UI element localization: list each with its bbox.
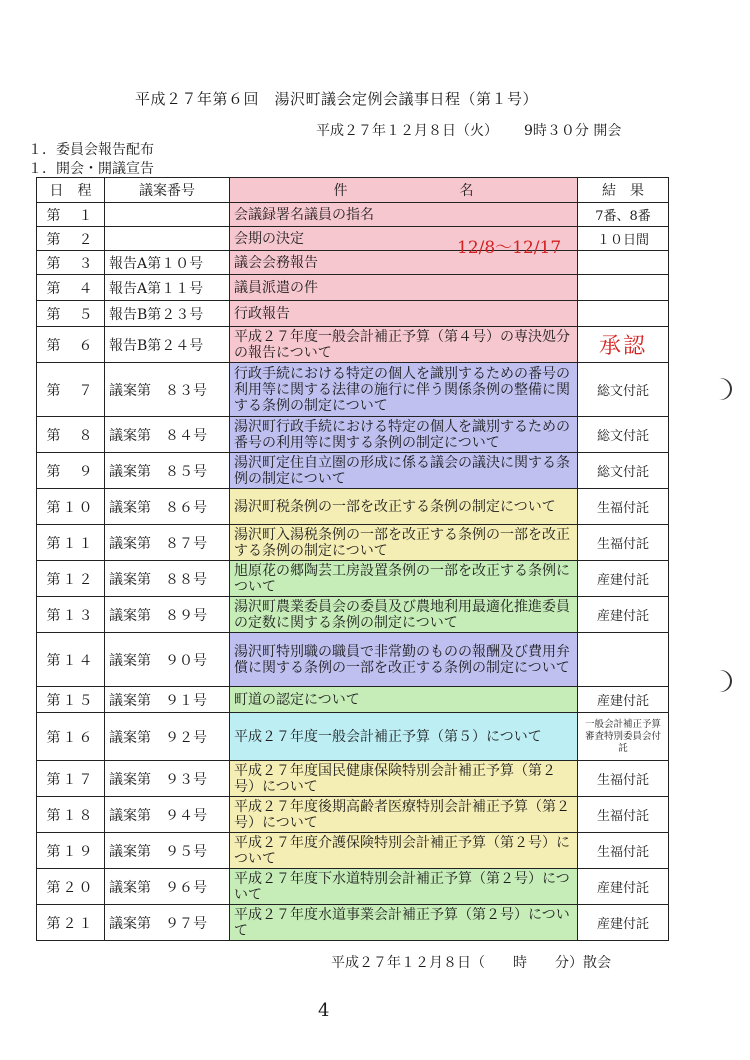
row-number: 議案第 ９５号 — [105, 833, 230, 869]
table-row — [37, 633, 669, 687]
row-number: 議案第 ８８号 — [105, 561, 230, 597]
row-number — [105, 203, 230, 227]
row-name: 行政手続における特定の個人を識別するための番号の利用等に関する法律の施行に伴う関係条例の整備に関する条例の制定について — [230, 363, 578, 417]
row-result: 産建付託 — [578, 597, 669, 633]
row-day: 第２０ — [37, 869, 105, 905]
row-number — [105, 227, 230, 251]
row-name: 湯沢町入湯税条例の一部を改正する条例の一部を改正する条例の制定について — [230, 525, 578, 561]
table-row — [37, 869, 669, 905]
row-name: 湯沢町特別職の職員で非常勤のものの報酬及び費用弁償に関する条例の一部を改正する条例の制定について — [230, 633, 578, 687]
row-result — [578, 301, 669, 327]
row-day: 第１１ — [37, 525, 105, 561]
row-name: 平成２７年度一般会計補正予算（第５）について — [230, 713, 578, 761]
row-result: 生福付託 — [578, 797, 669, 833]
row-day: 第１３ — [37, 597, 105, 633]
punch-hole-decoration — [710, 670, 732, 692]
row-day: 第１６ — [37, 713, 105, 761]
row-result: 産建付託 — [578, 869, 669, 905]
row-number: 議案第 ８４号 — [105, 417, 230, 453]
table-row — [37, 363, 669, 417]
table-row — [37, 489, 669, 525]
header-number: 議案番号 — [105, 178, 230, 203]
row-day: 第 ３ — [37, 251, 105, 275]
row-name: 議会会務報告 — [230, 251, 578, 275]
row-number: 議案第 ８６号 — [105, 489, 230, 525]
row-number: 報告B第２４号 — [105, 327, 230, 363]
table-row — [37, 327, 669, 363]
header-result: 結 果 — [578, 178, 669, 203]
row-number: 報告A第１１号 — [105, 275, 230, 301]
table-row — [37, 687, 669, 713]
row-name: 湯沢町行政手続における特定の個人を識別するための番号の利用等に関する条例の制定について — [230, 417, 578, 453]
table-row — [37, 797, 669, 833]
row-name: 平成２７年度介護保険特別会計補正予算（第２号）について — [230, 833, 578, 869]
row-result: １０日間 — [578, 227, 669, 251]
row-day: 第２１ — [37, 905, 105, 941]
row-name: 行政報告 — [230, 301, 578, 327]
row-result — [578, 275, 669, 301]
row-number: 議案第 ８５号 — [105, 453, 230, 489]
agenda-body — [37, 203, 669, 941]
row-name: 町道の認定について — [230, 687, 578, 713]
row-result: 生福付託 — [578, 525, 669, 561]
table-row — [37, 417, 669, 453]
row-result: 生福付託 — [578, 833, 669, 869]
row-number: 議案第 ９７号 — [105, 905, 230, 941]
page-title: 平成２７年第６回 湯沢町議会定例会議事日程（第１号） — [135, 90, 539, 108]
row-result: 産建付託 — [578, 687, 669, 713]
header-name: 件 名 — [230, 178, 578, 203]
agenda-table — [36, 177, 669, 941]
row-name: 会議録署名議員の指名 — [230, 203, 578, 227]
table-row — [37, 203, 669, 227]
row-day: 第 ４ — [37, 275, 105, 301]
table-row — [37, 833, 669, 869]
open-time: 9時３０分 開会 — [524, 123, 622, 139]
table-row — [37, 251, 669, 275]
row-day: 第 ９ — [37, 453, 105, 489]
row-name: 平成２７年度後期高齢者医療特別会計補正予算（第２号）について — [230, 797, 578, 833]
row-number: 報告A第１０号 — [105, 251, 230, 275]
row-number: 議案第 ９６号 — [105, 869, 230, 905]
row-result: 7番、8番 — [578, 203, 669, 227]
row-name: 会期の決定 — [230, 227, 578, 251]
row-day: 第１４ — [37, 633, 105, 687]
table-row — [37, 525, 669, 561]
row-day: 第１７ — [37, 761, 105, 797]
note-committee-report: １．委員会報告配布 — [28, 142, 154, 158]
row-number: 議案第 ９３号 — [105, 761, 230, 797]
approval-annotation: 承認 — [598, 334, 647, 359]
row-number: 議案第 ９０号 — [105, 633, 230, 687]
row-day: 第１８ — [37, 797, 105, 833]
row-name: 平成２７年度水道事業会計補正予算（第２号）について — [230, 905, 578, 941]
table-row — [37, 713, 669, 761]
table-row — [37, 301, 669, 327]
row-result: 一般会計補正予算審査特別委員会付託 — [578, 713, 669, 761]
row-number: 報告B第２３号 — [105, 301, 230, 327]
row-day: 第１５ — [37, 687, 105, 713]
row-number: 議案第 ８３号 — [105, 363, 230, 417]
row-name: 湯沢町農業委員会の委員及び農地利用最適化推進委員の定数に関する条例の制定について — [230, 597, 578, 633]
row-day: 第１９ — [37, 833, 105, 869]
row-result — [578, 251, 669, 275]
table-row — [37, 597, 669, 633]
page-number: 4 — [318, 1000, 330, 1021]
row-day: 第 ６ — [37, 327, 105, 363]
header-day: 日 程 — [37, 178, 105, 203]
row-result: 産建付託 — [578, 561, 669, 597]
row-day: 第１０ — [37, 489, 105, 525]
row-name: 平成２７年度国民健康保険特別会計補正予算（第２号）について — [230, 761, 578, 797]
table-header-row — [37, 178, 669, 203]
punch-hole-decoration — [710, 378, 732, 400]
row-day: 第 １ — [37, 203, 105, 227]
date-text: 平成２７年１２月８日（火） — [316, 123, 498, 139]
table-row — [37, 453, 669, 489]
table-row — [37, 275, 669, 301]
row-result: 総文付託 — [578, 363, 669, 417]
row-name: 平成２７年度下水道特別会計補正予算（第２号）について — [230, 869, 578, 905]
row-result: 総文付託 — [578, 417, 669, 453]
row-day: 第 ７ — [37, 363, 105, 417]
row-day: 第 ５ — [37, 301, 105, 327]
row-number: 議案第 ９１号 — [105, 687, 230, 713]
row-number: 議案第 ８９号 — [105, 597, 230, 633]
table-row — [37, 561, 669, 597]
meeting-date — [316, 120, 621, 140]
session-dates-annotation: 12/8～12/17 — [457, 238, 562, 258]
row-result: 生福付託 — [578, 489, 669, 525]
table-row — [37, 761, 669, 797]
row-name: 平成２７年度一般会計補正予算（第４号）の専決処分の報告について — [230, 327, 578, 363]
row-day: 第 ８ — [37, 417, 105, 453]
closing-line: 平成２７年１２月８日（ 時 分）散会 — [331, 955, 611, 971]
row-name: 湯沢町税条例の一部を改正する条例の制定について — [230, 489, 578, 525]
row-number: 議案第 ８７号 — [105, 525, 230, 561]
row-number: 議案第 ９４号 — [105, 797, 230, 833]
row-result — [578, 633, 669, 687]
row-name: 湯沢町定住自立圏の形成に係る議会の議決に関する条例の制定について — [230, 453, 578, 489]
row-day: 第１２ — [37, 561, 105, 597]
row-result: 総文付託 — [578, 453, 669, 489]
note-opening: １．開会・開議宣告 — [28, 161, 154, 177]
row-name: 議員派遣の件 — [230, 275, 578, 301]
table-row — [37, 227, 669, 251]
row-name: 旭原花の郷陶芸工房設置条例の一部を改正する条例について — [230, 561, 578, 597]
row-result: 生福付託 — [578, 761, 669, 797]
row-number: 議案第 ９２号 — [105, 713, 230, 761]
table-row — [37, 905, 669, 941]
row-result: 産建付託 — [578, 905, 669, 941]
row-day: 第 ２ — [37, 227, 105, 251]
row-result — [578, 327, 669, 363]
